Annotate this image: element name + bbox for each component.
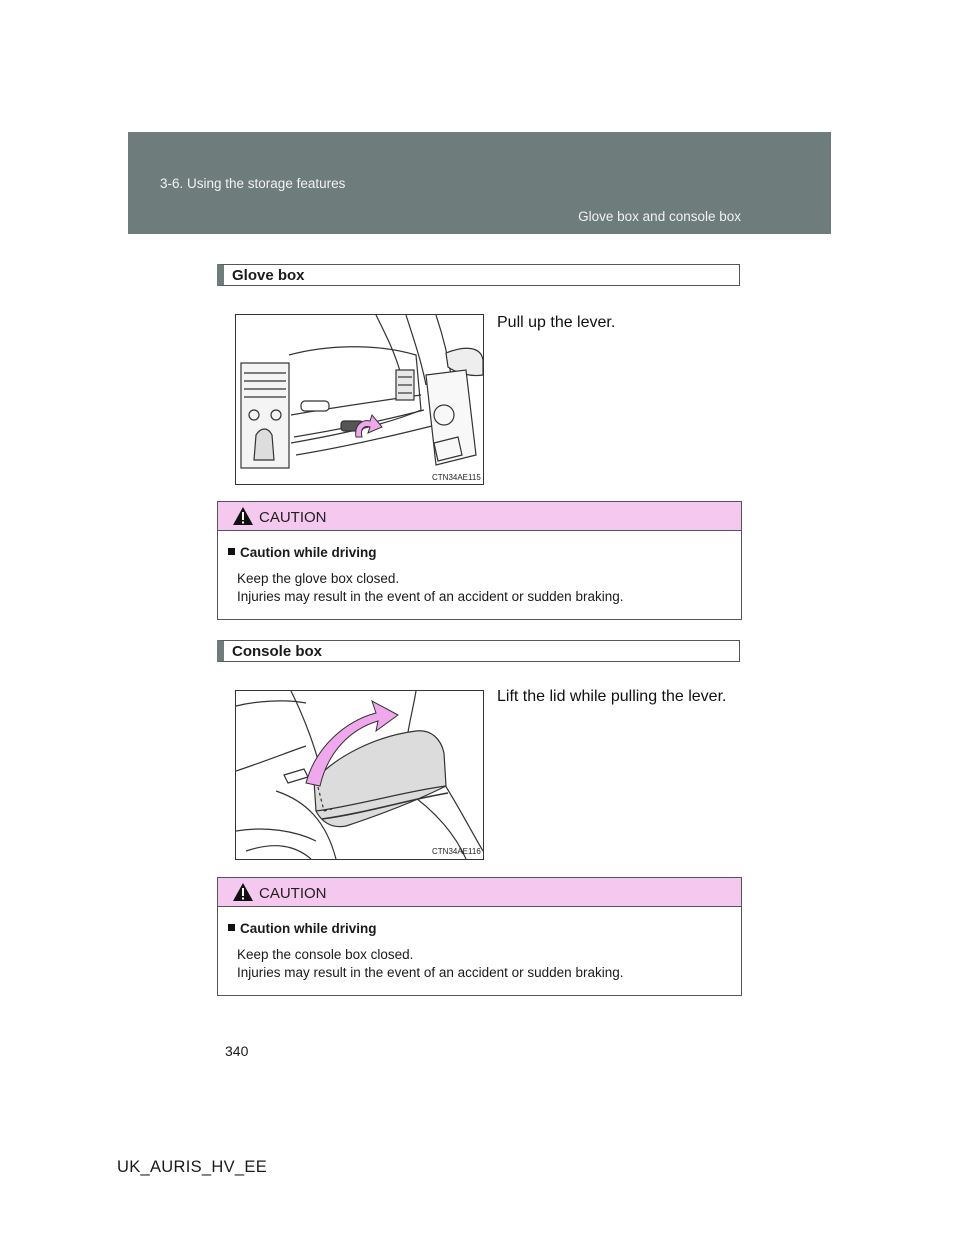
console-box-drawing — [236, 691, 483, 859]
glove-box-heading — [217, 264, 740, 286]
chapter-title: 3-6. Using the storage features — [160, 176, 346, 191]
bullet-square-icon — [228, 924, 235, 931]
caution-line-2: Injuries may result in the event of an accident or sudden braking. — [237, 965, 624, 980]
glove-box-heading-text: Glove box — [232, 267, 305, 284]
section-title: Glove box and console box — [578, 209, 741, 224]
warning-icon — [232, 506, 254, 526]
caution-heading — [228, 921, 377, 936]
bullet-square-icon — [228, 548, 235, 555]
caution-bar — [218, 502, 741, 531]
glove-box-drawing — [236, 315, 483, 484]
caution-heading — [228, 545, 377, 560]
glove-box-illustration — [235, 314, 484, 485]
caution-console-box — [217, 877, 742, 996]
caution-label: CAUTION — [259, 885, 327, 902]
caution-bar — [218, 878, 741, 907]
warning-icon — [232, 882, 254, 902]
caution-heading-text: Caution while driving — [240, 921, 377, 936]
console-box-heading-text: Console box — [232, 643, 323, 660]
glove-figure-code: CTN34AE115 — [432, 473, 481, 482]
caution-line-1: Keep the console box closed. — [237, 947, 414, 962]
lift-arrow-icon — [356, 415, 382, 437]
caution-line-1: Keep the glove box closed. — [237, 571, 400, 586]
glove-box-step: Pull up the lever. — [497, 314, 616, 331]
page-number: 340 — [225, 1043, 249, 1059]
caution-line-2: Injuries may result in the event of an accident or sudden braking. — [237, 589, 624, 604]
caution-label: CAUTION — [259, 509, 327, 526]
page-header — [128, 132, 831, 234]
caution-glove-box — [217, 501, 742, 620]
console-box-illustration — [235, 690, 484, 860]
console-box-step: Lift the lid while pulling the lever. — [497, 688, 727, 705]
caution-heading-text: Caution while driving — [240, 545, 377, 560]
console-figure-code: CTN34AE116 — [432, 847, 481, 856]
document-code: UK_AURIS_HV_EE — [117, 1158, 268, 1176]
console-box-heading — [217, 640, 740, 662]
